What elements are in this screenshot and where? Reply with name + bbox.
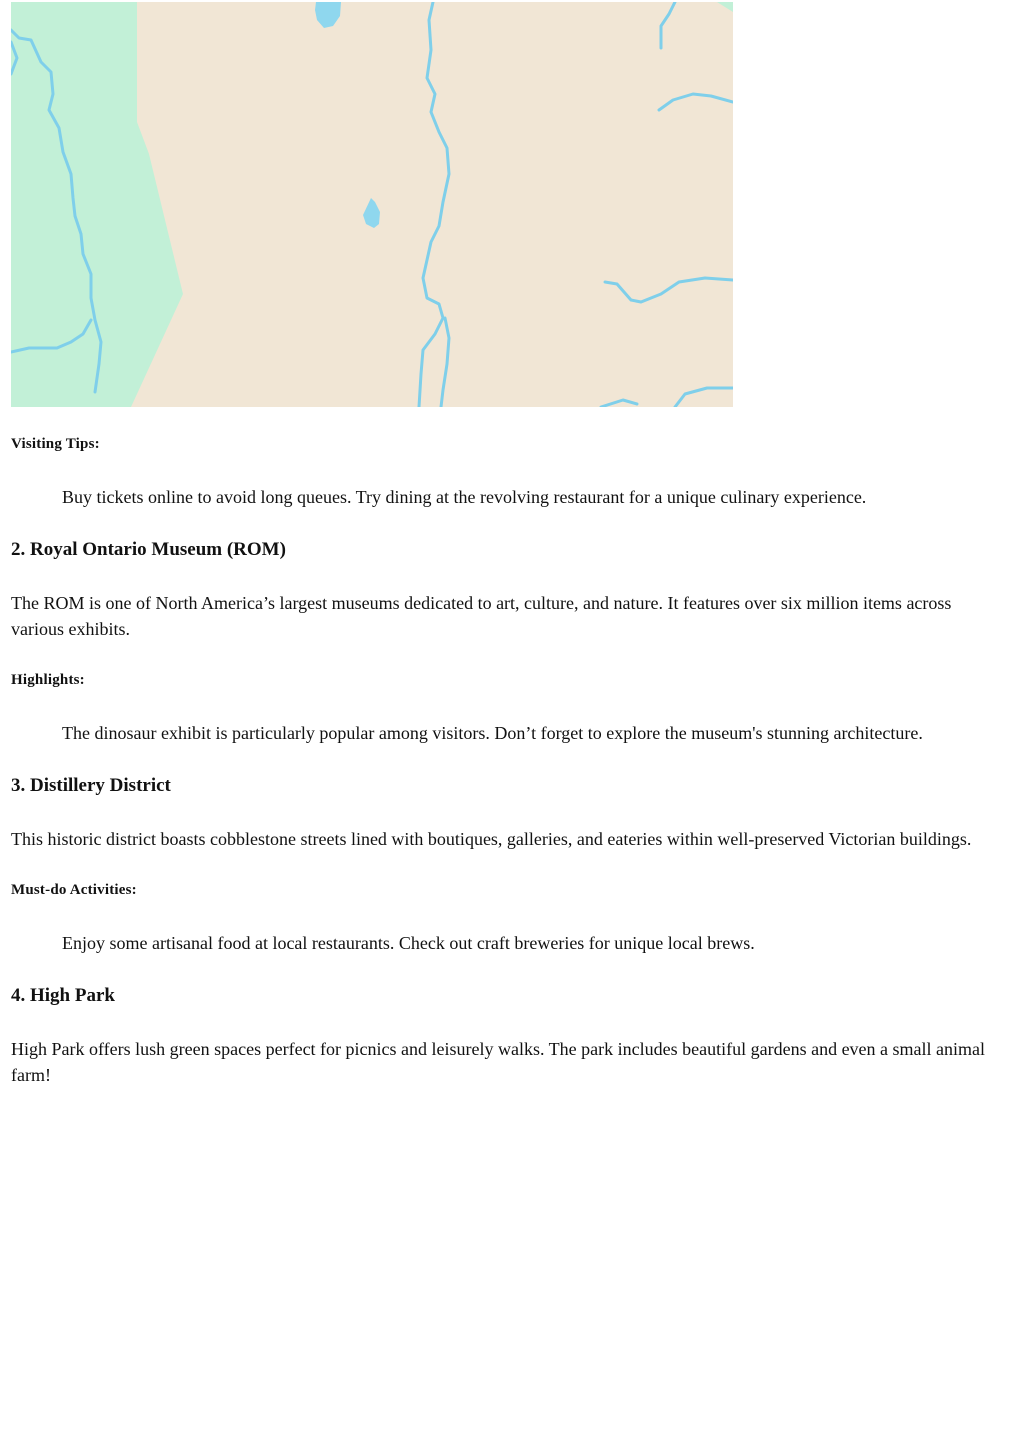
rom-description: The ROM is one of North America’s largest museums dedicated to art, culture, and nature. It features over six million items across various exhibits.	[11, 593, 952, 639]
distillery-activities-heading: Must-do Activities:	[11, 882, 137, 898]
article-content	[11, 433, 1011, 1115]
high-park-description: High Park offers lush green spaces perfect for picnics and leisurely walks. The park includes beautiful gardens and even a small animal farm!	[11, 1039, 986, 1085]
high-park-heading: 4. High Park	[11, 985, 115, 1006]
rom-heading: 2. Royal Ontario Museum (ROM)	[11, 539, 286, 560]
distillery-description: This historic district boasts cobblestone streets lined with boutiques, galleries, and eateries within well-preserved Victorian buildings.	[11, 829, 972, 849]
map-graphic	[11, 2, 733, 407]
rom-highlights-heading: Highlights:	[11, 672, 85, 688]
visiting-tips-heading: Visiting Tips:	[11, 436, 100, 452]
distillery-activities-text: Enjoy some artisanal food at local restaurants. Check out craft breweries for unique local brews.	[62, 933, 755, 953]
rom-highlights-text: The dinosaur exhibit is particularly popular among visitors. Don’t forget to explore the museum's stunning architecture.	[62, 723, 923, 743]
map-image	[11, 2, 733, 407]
distillery-heading: 3. Distillery District	[11, 775, 171, 796]
visiting-tips-text: Buy tickets online to avoid long queues. Try dining at the revolving restaurant for a unique culinary experience.	[62, 487, 867, 507]
